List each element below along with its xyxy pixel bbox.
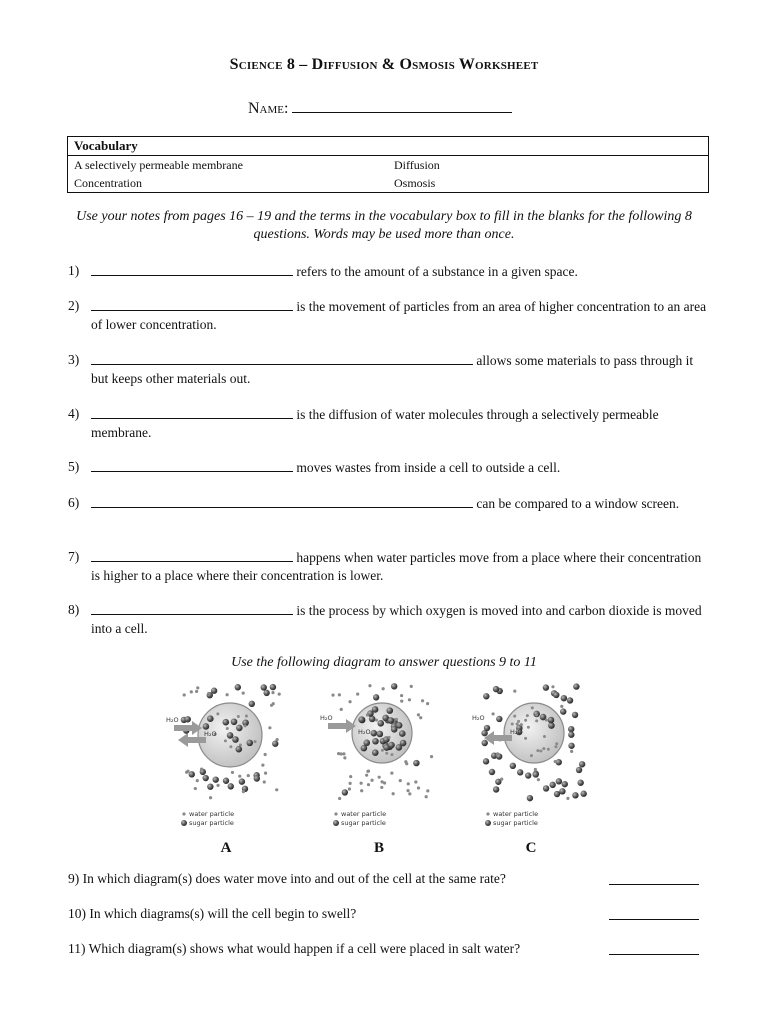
h2o-label: H₂O <box>320 714 333 722</box>
water-particle <box>385 752 388 755</box>
h2o-label: H₂O <box>204 730 217 738</box>
water-particle <box>425 795 428 798</box>
water-particle <box>560 705 563 708</box>
sugar-particle <box>561 695 567 701</box>
diagram-label-c: C <box>525 840 537 856</box>
h2o-label: H₂O <box>472 714 485 722</box>
water-particle <box>264 772 267 775</box>
sugar-particle <box>579 761 585 767</box>
page-title: Science 8 – Diffusion & Osmosis Worksheet <box>229 56 539 73</box>
water-particle <box>392 792 395 795</box>
sugar-particle <box>568 743 574 749</box>
question-number: 2) <box>68 298 80 313</box>
sugar-particle <box>560 708 566 714</box>
water-particle <box>408 792 411 795</box>
diagram-c <box>472 683 587 827</box>
water-particle <box>366 770 369 773</box>
question-number: 5) <box>68 459 80 474</box>
sugar-particle <box>388 717 395 724</box>
water-particle <box>242 790 245 793</box>
water-particle <box>542 747 545 750</box>
water-particle <box>554 760 557 763</box>
h2o-label: H₂O <box>166 716 179 724</box>
sugar-particle <box>533 771 539 777</box>
sugar-particle <box>577 780 583 786</box>
water-particle <box>348 787 351 790</box>
question-text: refers to the amount of a substance in a given space. <box>296 264 578 279</box>
water-particle <box>547 748 550 751</box>
water-particle <box>183 693 186 696</box>
sugar-particle <box>549 782 555 788</box>
question-8 <box>68 601 708 638</box>
legend-water-label: water particle <box>493 810 539 818</box>
water-particle <box>370 779 373 782</box>
sugar-particle <box>413 760 419 766</box>
water-particle <box>382 687 385 690</box>
question-number: 10) <box>68 906 86 921</box>
water-particle <box>366 714 369 717</box>
water-particle <box>395 718 398 721</box>
question-11 <box>68 940 708 958</box>
water-particle <box>226 727 229 730</box>
sugar-particle-legend-icon <box>333 820 339 826</box>
question-number: 9) <box>68 871 80 886</box>
h2o-label: H₂O <box>510 728 523 736</box>
sugar-particle <box>553 692 559 698</box>
water-particle <box>545 719 548 722</box>
water-particle <box>200 768 203 771</box>
water-particle <box>388 736 391 739</box>
water-particle <box>209 796 212 799</box>
water-particle <box>491 712 494 715</box>
sugar-particle <box>236 725 243 732</box>
vocab-term: A selectively permeable membrane <box>74 158 243 172</box>
legend-sugar-label: sugar particle <box>341 819 386 827</box>
water-particle <box>400 700 403 703</box>
vocab-term: Osmosis <box>394 176 436 190</box>
water-particle <box>278 693 281 696</box>
sugar-particle <box>358 716 365 723</box>
answer-blank[interactable] <box>91 548 293 562</box>
water-particle <box>348 700 351 703</box>
sugar-particle <box>527 795 533 801</box>
water-particle <box>268 726 271 729</box>
sugar-particle <box>483 758 489 764</box>
water-particle <box>375 719 378 722</box>
water-particle <box>534 768 537 771</box>
sugar-particle <box>510 763 516 769</box>
water-particle <box>405 762 408 765</box>
water-particle <box>516 723 519 726</box>
sugar-particle <box>572 712 578 718</box>
sugar-particle <box>207 783 213 789</box>
sugar-particle <box>185 716 191 722</box>
legend-sugar-label: sugar particle <box>493 819 538 827</box>
sugar-particle <box>573 683 579 689</box>
sugar-particle-legend-icon <box>181 820 187 826</box>
answer-blank[interactable] <box>91 405 293 419</box>
question-number: 7) <box>68 549 80 564</box>
water-particle <box>254 740 257 743</box>
water-particle <box>430 755 433 758</box>
sugar-particle <box>211 688 217 694</box>
answer-blank[interactable] <box>91 458 293 472</box>
sugar-particle <box>270 684 276 690</box>
diagram-caption: Use the following diagram to answer questions 9 to 11 <box>231 655 537 670</box>
water-particle <box>520 723 523 726</box>
question-text: moves wastes from inside a cell to outside a cell. <box>296 460 561 475</box>
vocabulary-heading: Vocabulary <box>68 137 708 156</box>
diagram-a <box>166 684 281 827</box>
sugar-particle <box>399 730 406 737</box>
water-particle <box>530 754 533 757</box>
sugar-particle <box>373 694 379 700</box>
water-particle <box>340 752 343 755</box>
water-particle <box>216 784 219 787</box>
answer-blank[interactable] <box>609 940 699 955</box>
water-particle <box>338 797 341 800</box>
sugar-particle <box>391 726 398 733</box>
water-particle <box>406 789 409 792</box>
water-particle <box>216 712 219 715</box>
water-particle <box>349 775 352 778</box>
legend-water-label: water particle <box>189 810 235 818</box>
water-particle <box>226 693 229 696</box>
sugar-particle <box>222 719 229 726</box>
diagram-label-b: B <box>373 840 384 856</box>
sugar-particle <box>203 723 210 730</box>
answer-blank[interactable] <box>609 870 699 885</box>
sugar-particle <box>254 775 260 781</box>
sugar-particle <box>231 718 238 725</box>
water-particle <box>238 775 241 778</box>
sugar-particle <box>202 775 208 781</box>
answer-blank[interactable] <box>91 494 473 508</box>
water-particle <box>536 749 539 752</box>
water-particle <box>535 714 538 717</box>
legend-water-label: water particle <box>341 810 387 818</box>
water-particle <box>276 738 279 741</box>
water-particle <box>343 756 346 759</box>
vocab-term: Concentration <box>74 176 142 190</box>
water-particle <box>524 719 527 722</box>
water-particle <box>360 789 363 792</box>
vocabulary-row <box>68 174 708 192</box>
water-particle <box>500 778 503 781</box>
sugar-particle <box>572 792 578 798</box>
water-particle-legend-icon <box>182 812 185 815</box>
water-particle <box>526 714 529 717</box>
sugar-particle <box>232 736 239 743</box>
water-particle <box>190 690 193 693</box>
sugar-particle <box>388 742 395 749</box>
water-particle <box>417 713 420 716</box>
name-field <box>248 98 512 118</box>
water-particle <box>513 715 516 718</box>
water-particle <box>194 787 197 790</box>
sugar-particle <box>525 772 531 778</box>
water-particle <box>224 739 227 742</box>
water-particle <box>570 750 573 753</box>
sugar-particle <box>189 771 195 777</box>
sugar-particle <box>249 701 255 707</box>
water-particle <box>378 776 381 779</box>
water-particle <box>340 708 343 711</box>
sugar-particle <box>400 740 407 747</box>
question-number: 6) <box>68 495 80 510</box>
question-text: is the process by which oxygen is moved into and carbon dioxide is moved into a cell. <box>91 603 702 636</box>
water-particle <box>399 779 402 782</box>
answer-blank[interactable] <box>609 905 699 920</box>
question-text: In which diagrams(s) will the cell begin to swell? <box>89 906 357 921</box>
water-particle <box>365 774 368 777</box>
sugar-particle <box>263 690 269 696</box>
question-text: In which diagram(s) does water move into and out of the cell at the same rate? <box>82 871 506 886</box>
question-5 <box>68 458 708 477</box>
water-particle <box>511 723 514 726</box>
sugar-particle <box>548 717 555 724</box>
water-particle <box>239 743 242 746</box>
sugar-particle <box>261 684 267 690</box>
water-particle <box>244 724 247 727</box>
water-particle <box>543 735 546 738</box>
water-particle <box>186 770 189 773</box>
water-particle <box>356 692 359 695</box>
water-particle <box>231 771 234 774</box>
question-number: 8) <box>68 602 80 617</box>
sugar-particle <box>371 730 378 737</box>
sugar-particle <box>481 730 487 736</box>
water-particle <box>414 780 417 783</box>
sugar-particle <box>493 786 499 792</box>
water-particle <box>397 724 400 727</box>
question-3 <box>68 351 708 388</box>
sugar-particle <box>377 731 384 738</box>
water-particle <box>242 691 245 694</box>
water-particle <box>270 704 273 707</box>
sugar-particle <box>223 778 229 784</box>
water-particle <box>537 778 540 781</box>
water-particle <box>531 706 534 709</box>
question-7 <box>68 548 708 585</box>
sugar-particle <box>228 783 234 789</box>
water-particle <box>349 782 352 785</box>
water-particle <box>390 772 393 775</box>
sugar-particle <box>372 738 379 745</box>
diagram-b <box>320 683 433 827</box>
water-particle <box>513 690 516 693</box>
sugar-particle <box>543 684 549 690</box>
question-number: 11) <box>68 941 86 956</box>
question-text: happens when water particles move from a place where their concentration is higher to a place where their concentration is lower. <box>91 550 702 583</box>
sugar-particle <box>580 791 586 797</box>
water-particle <box>229 745 232 748</box>
water-particle <box>407 782 410 785</box>
vocabulary-box <box>67 136 709 193</box>
water-particle <box>551 685 554 688</box>
water-particle <box>245 714 248 717</box>
water-particle <box>342 752 345 755</box>
water-particle <box>380 786 383 789</box>
question-text: allows some materials to pass through it but keeps other materials out. <box>91 353 694 386</box>
sugar-particle <box>483 693 489 699</box>
sugar-particle <box>568 726 574 732</box>
water-particle <box>196 686 199 689</box>
sugar-particle <box>489 769 495 775</box>
answer-blank[interactable] <box>91 351 473 365</box>
water-particle <box>426 789 429 792</box>
osmosis-diagram <box>0 675 768 835</box>
water-particle <box>517 720 520 723</box>
name-label: Name: <box>248 100 289 117</box>
answer-blank[interactable] <box>91 262 293 276</box>
question-6 <box>68 494 708 513</box>
water-particle <box>368 684 371 687</box>
sugar-particle <box>235 684 241 690</box>
water-particle <box>195 690 198 693</box>
water-particle <box>196 779 199 782</box>
water-particle <box>383 781 386 784</box>
water-particle <box>426 702 429 705</box>
water-particle <box>207 692 210 695</box>
water-particle <box>408 698 411 701</box>
water-particle <box>237 715 240 718</box>
question-number: 1) <box>68 263 80 278</box>
sugar-particle <box>342 789 348 795</box>
sugar-particle <box>562 781 568 787</box>
water-particle <box>527 726 530 729</box>
water-particle <box>410 685 413 688</box>
water-particle <box>261 764 264 767</box>
sugar-particle <box>239 778 245 784</box>
water-particle <box>554 745 557 748</box>
water-particle <box>338 693 341 696</box>
water-particle <box>247 774 250 777</box>
question-4 <box>68 405 708 442</box>
water-particle <box>367 783 370 786</box>
question-text: is the diffusion of water molecules through a selectively permeable membrane. <box>91 407 659 440</box>
sugar-particle <box>576 767 582 773</box>
sugar-particle <box>386 707 393 714</box>
sugar-particle <box>372 749 379 756</box>
sugar-particle <box>482 740 488 746</box>
sugar-particle <box>377 720 384 727</box>
water-particle <box>275 788 278 791</box>
sugar-particle <box>556 778 562 784</box>
question-text: Which diagram(s) shows what would happen if a cell were placed in salt water? <box>88 941 521 956</box>
sugar-particle <box>496 716 502 722</box>
water-particle <box>381 749 384 752</box>
sugar-particle <box>567 697 573 703</box>
water-particle <box>524 737 527 740</box>
vocabulary-row <box>68 156 708 174</box>
water-particle <box>271 691 274 694</box>
diagram-label-a: A <box>220 840 232 856</box>
question-number: 3) <box>68 352 80 367</box>
sugar-particle <box>493 686 499 692</box>
water-particle <box>417 786 420 789</box>
sugar-particle <box>213 776 219 782</box>
legend-sugar-label: sugar particle <box>189 819 234 827</box>
water-particle <box>421 699 424 702</box>
question-number: 4) <box>68 406 80 421</box>
water-particle <box>263 780 266 783</box>
sugar-particle <box>554 791 560 797</box>
sugar-particle <box>207 715 214 722</box>
instructions: Use your notes from pages 16 – 19 and the terms in the vocabulary box to fill in the blanks for the following 8 questions. Words may be used more than once. <box>76 209 692 242</box>
water-particle-legend-icon <box>486 812 489 815</box>
answer-blank[interactable] <box>91 601 293 615</box>
question-text: can be compared to a window screen. <box>476 496 680 511</box>
sugar-particle <box>235 746 242 753</box>
vocab-term: Diffusion <box>394 158 440 172</box>
sugar-particle-legend-icon <box>485 820 491 826</box>
water-particle <box>360 782 363 785</box>
question-9 <box>68 870 708 888</box>
water-particle <box>264 753 267 756</box>
water-particle <box>400 694 403 697</box>
sugar-particle <box>517 769 523 775</box>
water-particle <box>419 716 422 719</box>
water-particle <box>331 693 334 696</box>
sugar-particle <box>227 732 234 739</box>
question-10 <box>68 905 708 923</box>
answer-blank[interactable] <box>91 297 293 311</box>
sugar-particle <box>272 741 278 747</box>
water-particle <box>539 750 542 753</box>
h2o-label: H₂O <box>358 728 371 736</box>
question-1 <box>68 262 708 281</box>
sugar-particle <box>361 745 368 752</box>
water-particle-legend-icon <box>334 812 337 815</box>
name-blank[interactable] <box>292 98 512 113</box>
water-particle <box>390 753 393 756</box>
water-particle <box>535 719 538 722</box>
sugar-particle <box>568 732 574 738</box>
sugar-particle <box>246 740 253 747</box>
sugar-particle <box>391 683 397 689</box>
question-2 <box>68 297 708 334</box>
question-text: is the movement of particles from an area of higher concentration to an area of lower concentration. <box>91 299 707 332</box>
water-particle <box>555 742 558 745</box>
sugar-particle <box>543 785 549 791</box>
water-particle <box>496 752 499 755</box>
water-particle <box>566 797 569 800</box>
